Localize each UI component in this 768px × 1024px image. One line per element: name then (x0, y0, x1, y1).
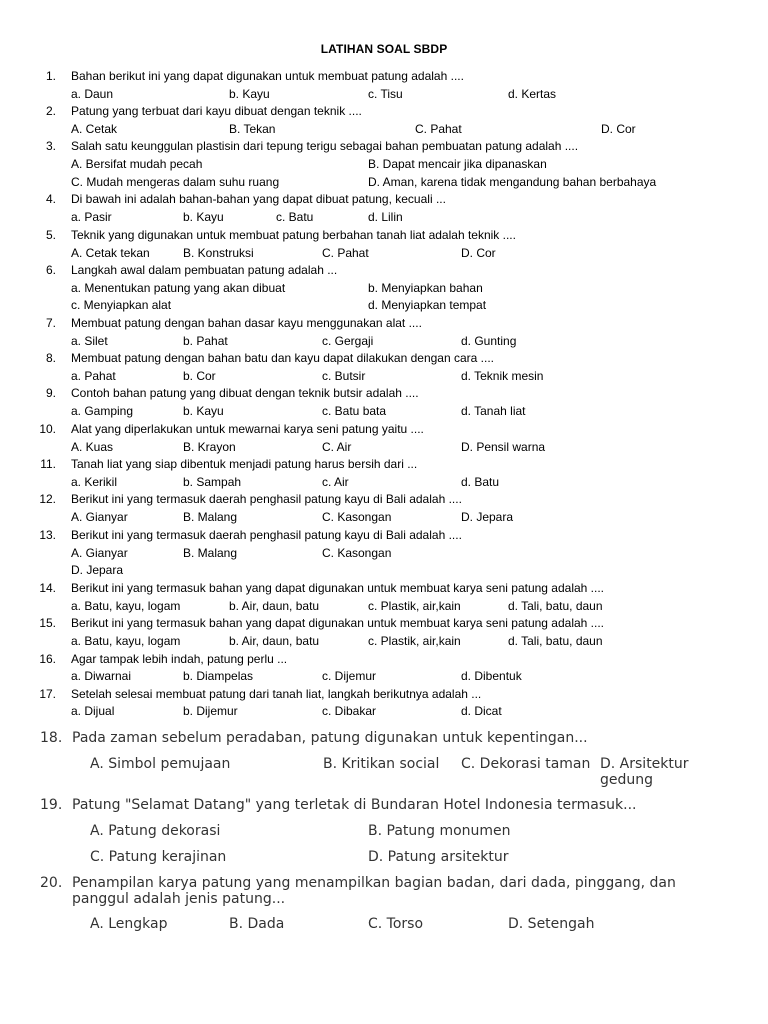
option-d: d. Tali, batu, daun (508, 634, 603, 648)
question-number: 7. (45, 316, 56, 330)
question-stem: Setelah selesai membuat patung dari tanah liat, langkah berikutnya adalah ... (71, 687, 482, 701)
option-a: A. Kuas (71, 440, 114, 454)
option-c: C. Pahat (415, 122, 462, 136)
option-d: d. Batu (461, 475, 500, 489)
question-number: 12. (39, 492, 56, 506)
option-b: b. Sampah (183, 475, 242, 489)
question-number: 3. (45, 139, 56, 153)
option-c: c. Plastik, air,kain (368, 634, 461, 648)
option-d: d. Gunting (461, 334, 517, 348)
question-stem: Membuat patung dengan bahan dasar kayu menggunakan alat .... (71, 316, 422, 330)
question-stem: Langkah awal dalam pembuatan patung adalah ... (71, 263, 338, 277)
question-stem: Di bawah ini adalah bahan-bahan yang dapat dibuat patung, kecuali ... (71, 192, 446, 206)
question-stem: Agar tampak lebih indah, patung perlu ... (71, 652, 288, 666)
option-c: c. Batu bata (322, 404, 387, 418)
option-b: B. Patung monumen (368, 823, 511, 839)
option-d: D. Cor (461, 246, 496, 260)
option-d: d. Kertas (508, 87, 557, 101)
question-stem: Contoh bahan patung yang dibuat dengan teknik butsir adalah .... (71, 386, 419, 400)
question-number: 5. (45, 228, 56, 242)
question-stem: Pada zaman sebelum peradaban, patung digunakan untuk kepentingan... (72, 730, 588, 746)
option-a: A. Cetak (71, 122, 118, 136)
option-c: C. Air (322, 440, 352, 454)
question-stem: Teknik yang digunakan untuk membuat patung berbahan tanah liat adalah teknik .... (71, 228, 516, 242)
option-b: b. Diampelas (183, 669, 254, 683)
question-number: 20. (40, 875, 63, 891)
question-stem: Berikut ini yang termasuk bahan yang dapat digunakan untuk membuat karya seni patung adalah .... (71, 616, 605, 630)
option-a: A. Lengkap (90, 916, 168, 932)
option-d: d. Teknik mesin (461, 369, 544, 383)
option-d: D. Pensil warna (461, 440, 546, 454)
question-stem: Membuat patung dengan bahan batu dan kayu dapat dilakukan dengan cara .... (71, 351, 494, 365)
question-number: 14. (39, 581, 56, 595)
option-b: b. Air, daun, batu (229, 634, 320, 648)
option-b: b. Kayu (229, 87, 270, 101)
option-d: d. Tali, batu, daun (508, 599, 603, 613)
question-number: 17. (39, 687, 56, 701)
question-stem: Berikut ini yang termasuk daerah penghasil patung kayu di Bali adalah .... (71, 492, 462, 506)
question-number: 11. (40, 457, 56, 471)
option-c: c. Dijemur (322, 669, 377, 683)
option-c: c. Menyiapkan alat (71, 298, 172, 312)
option-a: A. Gianyar (71, 546, 128, 560)
question-number: 13. (39, 528, 56, 542)
option-d: D. Aman, karena tidak mengandung bahan berbahaya (368, 175, 657, 189)
question-stem: Penampilan karya patung yang menampilkan bagian badan, dari dada, pinggang, dan panggul adalah jenis patung... (72, 875, 676, 907)
question-number: 19. (40, 797, 63, 813)
option-b: b. Dijemur (183, 704, 238, 718)
option-c: c. Air (322, 475, 349, 489)
option-b: b. Menyiapkan bahan (368, 281, 483, 295)
option-d: D. Jepara (71, 563, 124, 577)
option-d: d. Menyiapkan tempat (368, 298, 487, 312)
option-b: B. Dada (229, 916, 285, 932)
option-a: a. Pahat (71, 369, 116, 383)
option-c: C. Kasongan (322, 546, 392, 560)
option-c: C. Patung kerajinan (90, 849, 227, 865)
option-c: C. Mudah mengeras dalam suhu ruang (71, 175, 280, 189)
option-b: b. Pahat (183, 334, 228, 348)
option-a: a. Diwarnai (71, 669, 132, 683)
question-stem: Bahan berikut ini yang dapat digunakan untuk membuat patung adalah .... (71, 69, 464, 83)
question-number: 1. (45, 69, 56, 83)
question-stem: Patung yang terbuat dari kayu dibuat dengan teknik .... (71, 104, 362, 118)
option-c: C. Dekorasi taman (461, 756, 591, 772)
option-b: B. Krayon (183, 440, 236, 454)
option-b: B. Konstruksi (183, 246, 254, 260)
question-stem: Salah satu keunggulan plastisin dari tepung terigu sebagai bahan pembuatan patung adalah .... (71, 139, 579, 153)
question-stem: Alat yang diperlakukan untuk mewarnai karya seni patung yaitu .... (71, 422, 424, 436)
option-a: a. Pasir (71, 210, 112, 224)
question-stem: Patung "Selamat Datang" yang terletak di Bundaran Hotel Indonesia termasuk... (72, 797, 637, 813)
question-number: 18. (40, 730, 63, 746)
option-c: c. Dibakar (322, 704, 377, 718)
question-number: 16. (39, 652, 56, 666)
option-a: a. Dijual (71, 704, 115, 718)
option-b: b. Air, daun, batu (229, 599, 320, 613)
option-b: B. Dapat mencair jika dipanaskan (368, 157, 547, 171)
option-c: c. Plastik, air,kain (368, 599, 461, 613)
page-title: LATIHAN SOAL SBDP (320, 42, 448, 56)
option-c: c. Butsir (322, 369, 366, 383)
option-d: d. Dibentuk (461, 669, 522, 683)
question-number: 15. (39, 616, 56, 630)
option-b: b. Cor (183, 369, 216, 383)
option-b: B. Malang (183, 546, 238, 560)
option-d: D. Cor (601, 122, 636, 136)
option-a: a. Batu, kayu, logam (71, 599, 181, 613)
option-b: b. Kayu (183, 210, 224, 224)
option-d: D. Jepara (461, 510, 514, 524)
option-a: A. Simbol pemujaan (90, 756, 231, 772)
option-a: a. Menentukan patung yang akan dibuat (71, 281, 286, 295)
option-c: c. Tisu (368, 87, 403, 101)
option-d: d. Dicat (461, 704, 502, 718)
question-stem: Tanah liat yang siap dibentuk menjadi patung harus bersih dari ... (71, 457, 418, 471)
question-number: 9. (45, 386, 56, 400)
option-b: B. Tekan (229, 122, 276, 136)
option-c: C. Torso (368, 916, 424, 932)
option-a: A. Gianyar (71, 510, 128, 524)
question-number: 6. (45, 263, 56, 277)
option-c: c. Batu (276, 210, 314, 224)
option-a: a. Batu, kayu, logam (71, 634, 181, 648)
option-a: A. Patung dekorasi (90, 823, 221, 839)
option-d: D. Patung arsitektur (368, 849, 509, 865)
option-b: b. Kayu (183, 404, 224, 418)
option-d: d. Lilin (368, 210, 403, 224)
option-a: a. Gamping (71, 404, 134, 418)
question-stem: Berikut ini yang termasuk bahan yang dapat digunakan untuk membuat karya seni patung adalah .... (71, 581, 605, 595)
question-stem: Berikut ini yang termasuk daerah penghasil patung kayu di Bali adalah .... (71, 528, 462, 542)
option-a: a. Kerikil (71, 475, 118, 489)
option-a: A. Cetak tekan (71, 246, 150, 260)
option-b: B. Malang (183, 510, 238, 524)
option-c: C. Kasongan (322, 510, 392, 524)
option-a: a. Daun (71, 87, 114, 101)
option-a: a. Silet (71, 334, 108, 348)
option-d: D. Setengah (508, 916, 595, 932)
option-c: C. Pahat (322, 246, 369, 260)
option-c: c. Gergaji (322, 334, 374, 348)
question-number: 8. (45, 351, 56, 365)
option-b: B. Kritikan social (323, 756, 440, 772)
question-number: 10. (39, 422, 56, 436)
option-a: A. Bersifat mudah pecah (71, 157, 203, 171)
question-number: 2. (45, 104, 56, 118)
option-d: D. Arsitektur gedung (600, 756, 689, 788)
option-d: d. Tanah liat (461, 404, 526, 418)
question-number: 4. (45, 192, 56, 206)
